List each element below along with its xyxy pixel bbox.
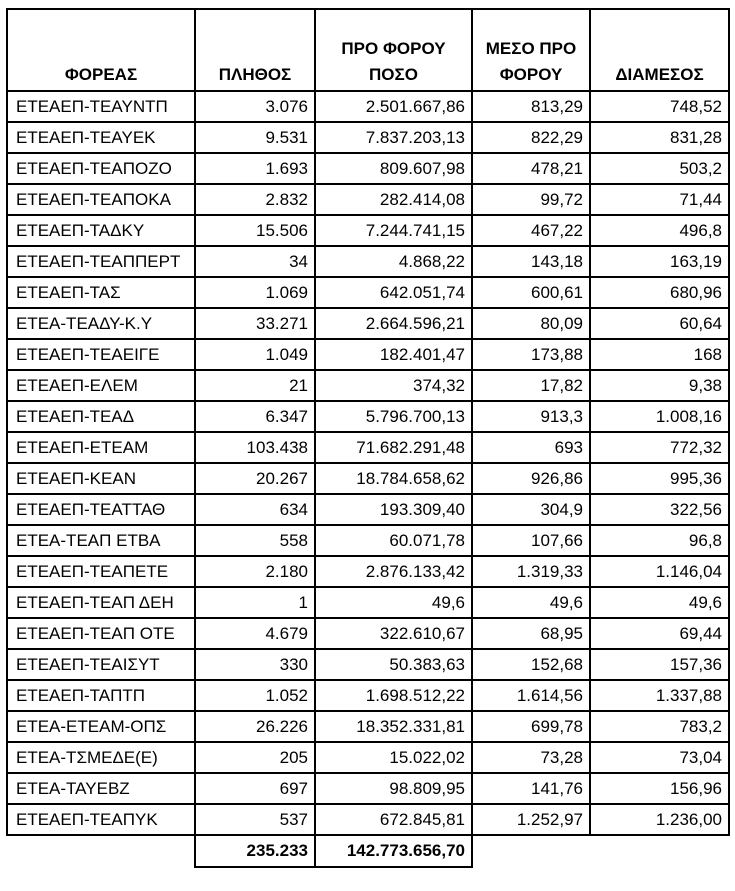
count-cell: 330 xyxy=(195,649,315,680)
median-cell: 71,44 xyxy=(590,184,729,215)
mean-pre-tax-cell: 926,86 xyxy=(472,463,590,494)
pre-tax-amount-cell: 2.501.667,86 xyxy=(315,91,472,122)
table-row xyxy=(7,742,729,773)
pre-tax-amount-cell: 193.309,40 xyxy=(315,494,472,525)
mean-pre-tax-cell: 99,72 xyxy=(472,184,590,215)
median-cell: 783,2 xyxy=(590,711,729,742)
fund-name-cell: ΕΤΕΑΕΠ-ΤΕΑΥΝΤΠ xyxy=(7,91,195,122)
fund-name-cell: ΕΤΕΑΕΠ-ΤΕΑΠΟΚΑ xyxy=(7,184,195,215)
funds-table xyxy=(6,8,730,868)
pre-tax-amount-cell: 5.796.700,13 xyxy=(315,401,472,432)
median-cell: 96,8 xyxy=(590,525,729,556)
fund-name-cell: ΕΤΕΑΕΠ-ΤΕΑΠΟΖΟ xyxy=(7,153,195,184)
mean-pre-tax-cell: 1.319,33 xyxy=(472,556,590,587)
median-cell: 322,56 xyxy=(590,494,729,525)
fund-name-cell: ΕΤΕΑ-ΤΕΑΔΥ-Κ.Υ xyxy=(7,308,195,339)
median-cell: 748,52 xyxy=(590,91,729,122)
table-row xyxy=(7,587,729,618)
pre-tax-amount-cell: 282.414,08 xyxy=(315,184,472,215)
pre-tax-amount-cell: 15.022,02 xyxy=(315,742,472,773)
count-cell: 33.271 xyxy=(195,308,315,339)
median-cell: 168 xyxy=(590,339,729,370)
totals-blank xyxy=(7,835,195,867)
mean-pre-tax-cell: 73,28 xyxy=(472,742,590,773)
table-row xyxy=(7,463,729,494)
median-cell: 1.146,04 xyxy=(590,556,729,587)
fund-name-cell: ΕΤΕΑΕΠ-ΕΤΕΑΜ xyxy=(7,432,195,463)
pre-tax-amount-cell: 7.244.741,15 xyxy=(315,215,472,246)
mean-pre-tax-cell: 141,76 xyxy=(472,773,590,804)
table-row xyxy=(7,494,729,525)
mean-pre-tax-cell: 143,18 xyxy=(472,246,590,277)
fund-name-cell: ΕΤΕΑ-ΤΑΥΕΒΖ xyxy=(7,773,195,804)
table-row xyxy=(7,773,729,804)
header-foreas: ΦΟΡΕΑΣ xyxy=(7,9,195,91)
pre-tax-amount-cell: 374,32 xyxy=(315,370,472,401)
mean-pre-tax-cell: 80,09 xyxy=(472,308,590,339)
table-row xyxy=(7,339,729,370)
pre-tax-amount-cell: 50.383,63 xyxy=(315,649,472,680)
fund-name-cell: ΕΤΕΑ-ΤΕΑΠ ΕΤΒΑ xyxy=(7,525,195,556)
median-cell: 1.008,16 xyxy=(590,401,729,432)
totals-blank xyxy=(472,835,590,867)
table-row xyxy=(7,401,729,432)
count-cell: 26.226 xyxy=(195,711,315,742)
mean-pre-tax-cell: 152,68 xyxy=(472,649,590,680)
median-cell: 9,38 xyxy=(590,370,729,401)
mean-pre-tax-cell: 813,29 xyxy=(472,91,590,122)
pre-tax-amount-cell: 98.809,95 xyxy=(315,773,472,804)
count-cell: 697 xyxy=(195,773,315,804)
median-cell: 772,32 xyxy=(590,432,729,463)
total-amount: 142.773.656,70 xyxy=(315,835,472,867)
fund-name-cell: ΕΤΕΑΕΠ-ΤΕΑΠΕΤΕ xyxy=(7,556,195,587)
count-cell: 2.180 xyxy=(195,556,315,587)
header-plithos: ΠΛΗΘΟΣ xyxy=(195,9,315,91)
pre-tax-amount-cell: 182.401,47 xyxy=(315,339,472,370)
mean-pre-tax-cell: 1.252,97 xyxy=(472,804,590,835)
header-row xyxy=(7,9,729,91)
median-cell: 503,2 xyxy=(590,153,729,184)
table-row xyxy=(7,432,729,463)
pre-tax-amount-cell: 809.607,98 xyxy=(315,153,472,184)
count-cell: 4.679 xyxy=(195,618,315,649)
median-cell: 496,8 xyxy=(590,215,729,246)
mean-pre-tax-cell: 173,88 xyxy=(472,339,590,370)
pre-tax-amount-cell: 2.876.133,42 xyxy=(315,556,472,587)
table-row xyxy=(7,153,729,184)
table-row xyxy=(7,184,729,215)
total-count: 235.233 xyxy=(195,835,315,867)
fund-name-cell: ΕΤΕΑΕΠ-ΤΕΑΤΤΑΘ xyxy=(7,494,195,525)
count-cell: 103.438 xyxy=(195,432,315,463)
fund-name-cell: ΕΤΕΑ-ΕΤΕΑΜ-ΟΠΣ xyxy=(7,711,195,742)
count-cell: 3.076 xyxy=(195,91,315,122)
count-cell: 34 xyxy=(195,246,315,277)
fund-name-cell: ΕΤΕΑΕΠ-ΤΕΑΔ xyxy=(7,401,195,432)
pre-tax-amount-cell: 60.071,78 xyxy=(315,525,472,556)
table-row xyxy=(7,804,729,835)
count-cell: 21 xyxy=(195,370,315,401)
table-row xyxy=(7,711,729,742)
mean-pre-tax-cell: 600,61 xyxy=(472,277,590,308)
count-cell: 205 xyxy=(195,742,315,773)
fund-name-cell: ΕΤΕΑΕΠ-ΕΛΕΜ xyxy=(7,370,195,401)
mean-pre-tax-cell: 913,3 xyxy=(472,401,590,432)
fund-name-cell: ΕΤΕΑΕΠ-ΤΕΑΕΙΓΕ xyxy=(7,339,195,370)
fund-name-cell: ΕΤΕΑΕΠ-ΤΑΠΤΠ xyxy=(7,680,195,711)
table-row xyxy=(7,370,729,401)
fund-name-cell: ΕΤΕΑ-ΤΣΜΕΔΕ(Ε) xyxy=(7,742,195,773)
count-cell: 537 xyxy=(195,804,315,835)
pre-tax-amount-cell: 322.610,67 xyxy=(315,618,472,649)
mean-pre-tax-cell: 822,29 xyxy=(472,122,590,153)
fund-name-cell: ΕΤΕΑΕΠ-ΤΕΑΠΠΕΡΤ xyxy=(7,246,195,277)
table-row xyxy=(7,525,729,556)
pre-tax-amount-cell: 4.868,22 xyxy=(315,246,472,277)
fund-name-cell: ΕΤΕΑΕΠ-ΚΕΑΝ xyxy=(7,463,195,494)
mean-pre-tax-cell: 68,95 xyxy=(472,618,590,649)
count-cell: 2.832 xyxy=(195,184,315,215)
count-cell: 1.052 xyxy=(195,680,315,711)
totals-row xyxy=(7,835,729,867)
count-cell: 6.347 xyxy=(195,401,315,432)
header-diamesos: ΔΙΑΜΕΣΟΣ xyxy=(590,9,729,91)
pre-tax-amount-cell: 7.837.203,13 xyxy=(315,122,472,153)
mean-pre-tax-cell: 17,82 xyxy=(472,370,590,401)
pre-tax-amount-cell: 1.698.512,22 xyxy=(315,680,472,711)
count-cell: 1 xyxy=(195,587,315,618)
pre-tax-amount-cell: 2.664.596,21 xyxy=(315,308,472,339)
median-cell: 69,44 xyxy=(590,618,729,649)
median-cell: 60,64 xyxy=(590,308,729,339)
count-cell: 20.267 xyxy=(195,463,315,494)
median-cell: 680,96 xyxy=(590,277,729,308)
fund-name-cell: ΕΤΕΑΕΠ-ΤΑΔΚΥ xyxy=(7,215,195,246)
median-cell: 831,28 xyxy=(590,122,729,153)
pre-tax-amount-cell: 71.682.291,48 xyxy=(315,432,472,463)
fund-name-cell: ΕΤΕΑΕΠ-ΤΕΑΠ ΟΤΕ xyxy=(7,618,195,649)
count-cell: 15.506 xyxy=(195,215,315,246)
median-cell: 156,96 xyxy=(590,773,729,804)
median-cell: 73,04 xyxy=(590,742,729,773)
pre-tax-amount-cell: 642.051,74 xyxy=(315,277,472,308)
count-cell: 1.693 xyxy=(195,153,315,184)
mean-pre-tax-cell: 699,78 xyxy=(472,711,590,742)
mean-pre-tax-cell: 478,21 xyxy=(472,153,590,184)
mean-pre-tax-cell: 49,6 xyxy=(472,587,590,618)
table-row xyxy=(7,556,729,587)
count-cell: 9.531 xyxy=(195,122,315,153)
count-cell: 1.049 xyxy=(195,339,315,370)
table-row xyxy=(7,91,729,122)
fund-name-cell: ΕΤΕΑΕΠ-ΤΕΑΥΕΚ xyxy=(7,122,195,153)
table-row xyxy=(7,649,729,680)
table-row xyxy=(7,618,729,649)
table-row xyxy=(7,122,729,153)
pre-tax-amount-cell: 18.784.658,62 xyxy=(315,463,472,494)
header-meso-pro-forou: ΜΕΣΟ ΠΡΟ ΦΟΡΟΥ xyxy=(472,9,590,91)
table-row xyxy=(7,308,729,339)
median-cell: 995,36 xyxy=(590,463,729,494)
header-pro-forou-poso: ΠΡΟ ΦΟΡΟΥ ΠΟΣΟ xyxy=(315,9,472,91)
mean-pre-tax-cell: 467,22 xyxy=(472,215,590,246)
table-row xyxy=(7,277,729,308)
count-cell: 1.069 xyxy=(195,277,315,308)
table-row xyxy=(7,215,729,246)
table-row xyxy=(7,680,729,711)
count-cell: 558 xyxy=(195,525,315,556)
median-cell: 157,36 xyxy=(590,649,729,680)
fund-name-cell: ΕΤΕΑΕΠ-ΤΕΑΠΥΚ xyxy=(7,804,195,835)
fund-name-cell: ΕΤΕΑΕΠ-ΤΑΣ xyxy=(7,277,195,308)
mean-pre-tax-cell: 304,9 xyxy=(472,494,590,525)
pre-tax-amount-cell: 672.845,81 xyxy=(315,804,472,835)
mean-pre-tax-cell: 1.614,56 xyxy=(472,680,590,711)
median-cell: 163,19 xyxy=(590,246,729,277)
mean-pre-tax-cell: 107,66 xyxy=(472,525,590,556)
count-cell: 634 xyxy=(195,494,315,525)
totals-blank xyxy=(590,835,729,867)
pre-tax-amount-cell: 49,6 xyxy=(315,587,472,618)
median-cell: 49,6 xyxy=(590,587,729,618)
fund-name-cell: ΕΤΕΑΕΠ-ΤΕΑΠ ΔΕΗ xyxy=(7,587,195,618)
mean-pre-tax-cell: 693 xyxy=(472,432,590,463)
table-row xyxy=(7,246,729,277)
pre-tax-amount-cell: 18.352.331,81 xyxy=(315,711,472,742)
median-cell: 1.337,88 xyxy=(590,680,729,711)
fund-name-cell: ΕΤΕΑΕΠ-ΤΕΑΙΣΥΤ xyxy=(7,649,195,680)
median-cell: 1.236,00 xyxy=(590,804,729,835)
